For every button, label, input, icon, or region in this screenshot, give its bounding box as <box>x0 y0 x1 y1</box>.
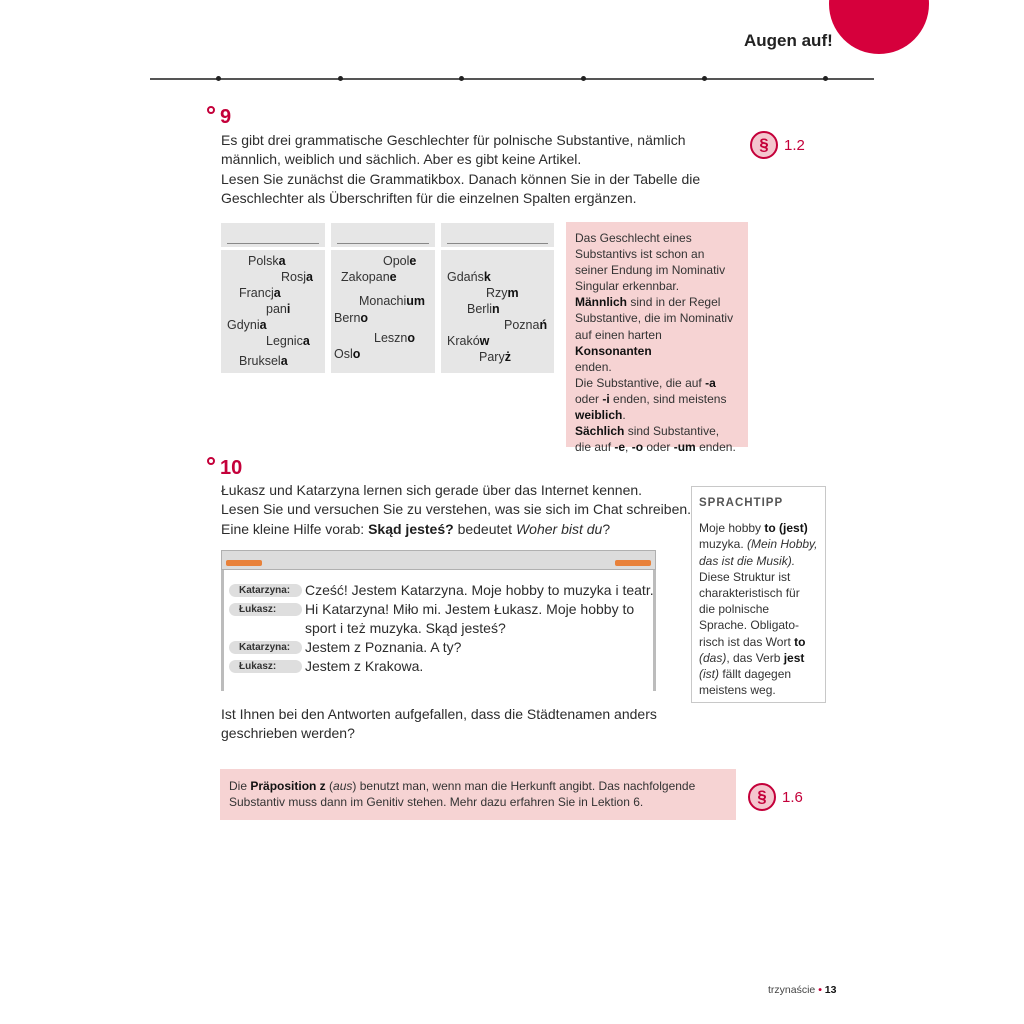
exercise-9-instructions <box>221 131 700 208</box>
city-word: Zakopane <box>341 270 397 284</box>
page-number-word: trzynaście <box>768 984 816 996</box>
city-word: Oslo <box>334 347 361 361</box>
instruction-line: männlich, weiblich und sächlich. Aber es gibt keine Artikel. <box>221 151 582 168</box>
grammar-reference-number: 1.2 <box>784 136 805 154</box>
rule-dot <box>338 76 343 81</box>
city-word: Rosja <box>281 270 313 284</box>
paragraph-symbol-icon: § <box>748 783 776 811</box>
city-word: Berno <box>334 311 369 325</box>
exercise-9-number: 9 <box>220 106 232 128</box>
exercise-10-instructions <box>221 481 691 539</box>
gender-column-3 <box>441 223 554 373</box>
city-word: Rzym <box>486 286 519 300</box>
grammar-reference-number: 1.6 <box>782 788 803 806</box>
chat-message: Jestem z Poznania. A ty? <box>305 639 462 655</box>
heading-blank-line[interactable] <box>447 243 548 244</box>
instruction-line: Lesen Sie und versuchen Sie zu verstehen, was sie sich im Chat schreiben. <box>221 501 692 518</box>
rule-dot <box>702 76 707 81</box>
city-word: Leszno <box>374 331 415 345</box>
chat-message: Jestem z Krakowa. <box>305 658 424 674</box>
exercise-marker-icon <box>207 457 215 465</box>
window-control-button[interactable] <box>615 560 651 566</box>
window-control-button[interactable] <box>226 560 262 566</box>
chat-speaker-label: Łukasz: <box>229 660 302 673</box>
city-word: Kraków <box>447 334 490 348</box>
heading-blank-line[interactable] <box>337 243 429 244</box>
city-word: Berlin <box>467 302 500 316</box>
footer-bullet: • <box>818 984 822 996</box>
instruction-line: Eine kleine Hilfe vorab: Skąd jesteś? bedeutet Woher bist du? <box>221 520 611 537</box>
chat-speaker-label: Łukasz: <box>229 603 302 616</box>
gender-column-1 <box>221 223 325 373</box>
heading-blank-line[interactable] <box>227 243 319 244</box>
exercise-10-number: 10 <box>220 457 243 479</box>
instruction-line: Es gibt drei grammatische Geschlechter für polnische Substantive, nämlich <box>221 132 686 148</box>
chat-speaker-label: Katarzyna: <box>229 641 302 654</box>
grammar-reference-1-6[interactable] <box>748 783 803 811</box>
header-rule <box>150 78 874 80</box>
rule-dot <box>459 76 464 81</box>
city-word: Legnica <box>266 334 310 348</box>
grammar-reference-1-2[interactable] <box>750 131 805 159</box>
paragraph-symbol-icon: § <box>750 131 778 159</box>
page-footer <box>768 984 836 996</box>
rule-dot <box>823 76 828 81</box>
city-word: Polska <box>248 254 286 268</box>
city-word: Francja <box>239 286 281 300</box>
rule-dot <box>581 76 586 81</box>
chat-message: Cześć! Jestem Katarzyna. Moje hobby to muzyka i teatr. <box>305 582 654 598</box>
preposition-info-box: Die Präposition z (aus) benutzt man, wenn man die Herkunft angibt. Das nachfolgende Substantiv muss dann im Genitiv stehen. Mehr dazu erfahren Sie in Lektion 6. <box>220 769 736 820</box>
city-word: Gdańsk <box>447 270 491 284</box>
instruction-line: Lesen Sie zunächst die Grammatikbox. Danach können Sie in der Tabelle die <box>221 170 701 187</box>
chat-window <box>221 550 656 691</box>
city-word: pani <box>266 302 291 316</box>
exercise-10-question: Ist Ihnen bei den Antworten aufgefallen, dass die Städtenamen anders geschrieben werden? <box>221 706 657 742</box>
chat-message: Hi Katarzyna! Miło mi. Jestem Łukasz. Moje hobby to <box>305 601 635 617</box>
exercise-marker-icon <box>207 106 215 114</box>
city-word: Monachium <box>359 294 425 308</box>
chat-message: sport i też muzyka. Skąd jesteś? <box>305 620 506 636</box>
instruction-line: Geschlechter als Überschriften für die einzelnen Spalten ergänzen. <box>221 189 637 206</box>
city-word: Bruksela <box>239 354 288 368</box>
page-number: 13 <box>824 984 837 996</box>
city-word: Opole <box>383 254 417 268</box>
header-accent-circle <box>829 0 929 54</box>
grammar-box: Das Geschlecht eines Substantivs ist schon an seiner Endung im Nominativ Singular erkennbar. Männlich sind in der Regel Substantive, die im Nominativ auf einen harten Konsonanten enden. Die Substantive, die auf -a oder -i enden, sind meistens weiblich. Sächlich sind Substantive, die auf -e, -o oder -um enden. <box>566 222 748 447</box>
city-word: Paryż <box>479 350 511 364</box>
city-word: Gdynia <box>227 318 267 332</box>
tip-title: SPRACHTIPP <box>699 497 784 509</box>
gender-column-2 <box>331 223 435 373</box>
language-tip-box: SPRACHTIPP Moje hobby to (jest) muzyka. (Mein Hobby, das ist die Musik). Diese Struktur ist charakteristisch für die polnische Sprache. Obligato- risch ist das Wort to (das), das Verb jest (ist) fällt dagegen meistens weg. <box>691 486 826 703</box>
chat-title-bar[interactable] <box>221 550 656 570</box>
section-title: Augen auf! <box>744 31 833 50</box>
instruction-line: Łukasz und Katarzyna lernen sich gerade über das Internet kennen. <box>221 482 643 498</box>
rule-dot <box>216 76 221 81</box>
city-word: Poznań <box>504 318 548 332</box>
chat-speaker-label: Katarzyna: <box>229 584 302 597</box>
